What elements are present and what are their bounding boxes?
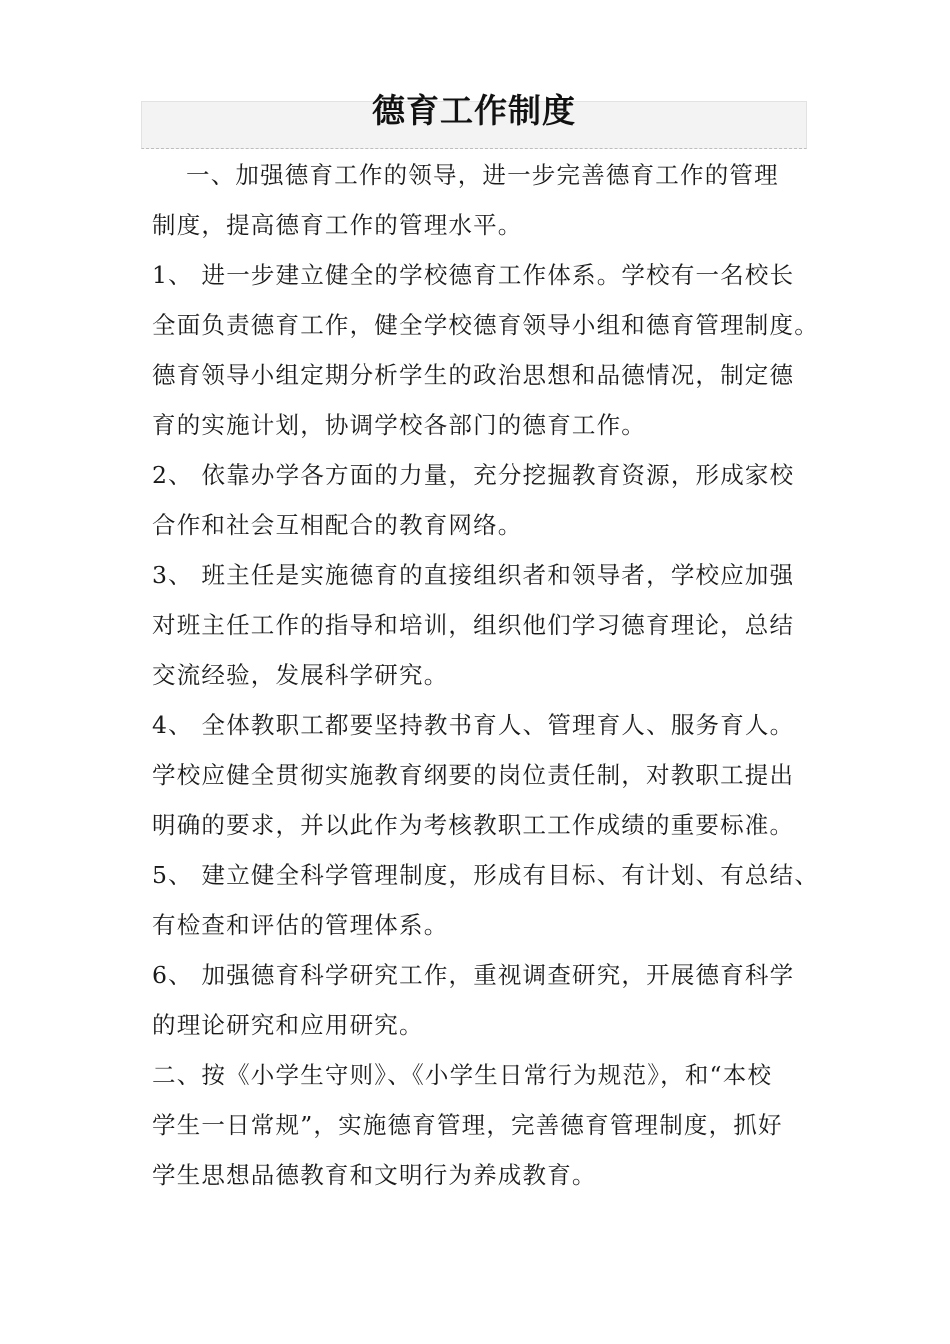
text-line: 对班主任工作的指导和培训，组织他们学习德育理论，总结 xyxy=(152,611,795,639)
text-line: 明确的要求，并以此作为考核教职工工作成绩的重要标准。 xyxy=(152,811,795,839)
text-line: 的理论研究和应用研究。 xyxy=(152,1011,424,1039)
text-line: 一、加强德育工作的领导，进一步完善德育工作的管理 xyxy=(186,161,779,189)
text-line: 德育领导小组定期分析学生的政治思想和品德情况，制定德 xyxy=(152,361,795,389)
text-line: 5、 建立健全科学管理制度，形成有目标、有计划、有总结、 xyxy=(152,861,820,889)
text-line: 交流经验，发展科学研究。 xyxy=(152,661,449,689)
text-line: 二、按《小学生守则》、《小学生日常行为规范》，和“本校 xyxy=(152,1061,773,1089)
text-line: 4、 全体教职工都要坚持教书育人、管理育人、服务育人。 xyxy=(152,711,795,739)
text-line: 制度，提高德育工作的管理水平。 xyxy=(152,211,523,239)
text-line: 学生思想品德教育和文明行为养成教育。 xyxy=(152,1161,597,1189)
text-line: 有检查和评估的管理体系。 xyxy=(152,911,449,939)
text-line: 育的实施计划，协调学校各部门的德育工作。 xyxy=(152,411,646,439)
text-line: 2、 依靠办学各方面的力量，充分挖掘教育资源，形成家校 xyxy=(152,461,795,489)
text-line: 1、 进一步建立健全的学校德育工作体系。学校有一名校长 xyxy=(152,261,795,289)
text-line: 学生一日常规”，实施德育管理，完善德育管理制度，抓好 xyxy=(152,1111,783,1139)
text-line: 6、 加强德育科学研究工作，重视调查研究，开展德育科学 xyxy=(152,961,795,989)
document-title: 德育工作制度 xyxy=(372,91,576,130)
text-line: 全面负责德育工作，健全学校德育领导小组和德育管理制度。 xyxy=(152,311,819,339)
document-body xyxy=(152,150,832,1200)
text-line: 合作和社会互相配合的教育网络。 xyxy=(152,511,523,539)
text-line: 学校应健全贯彻实施教育纲要的岗位责任制，对教职工提出 xyxy=(152,761,795,789)
text-line: 3、 班主任是实施德育的直接组织者和领导者，学校应加强 xyxy=(152,561,795,589)
